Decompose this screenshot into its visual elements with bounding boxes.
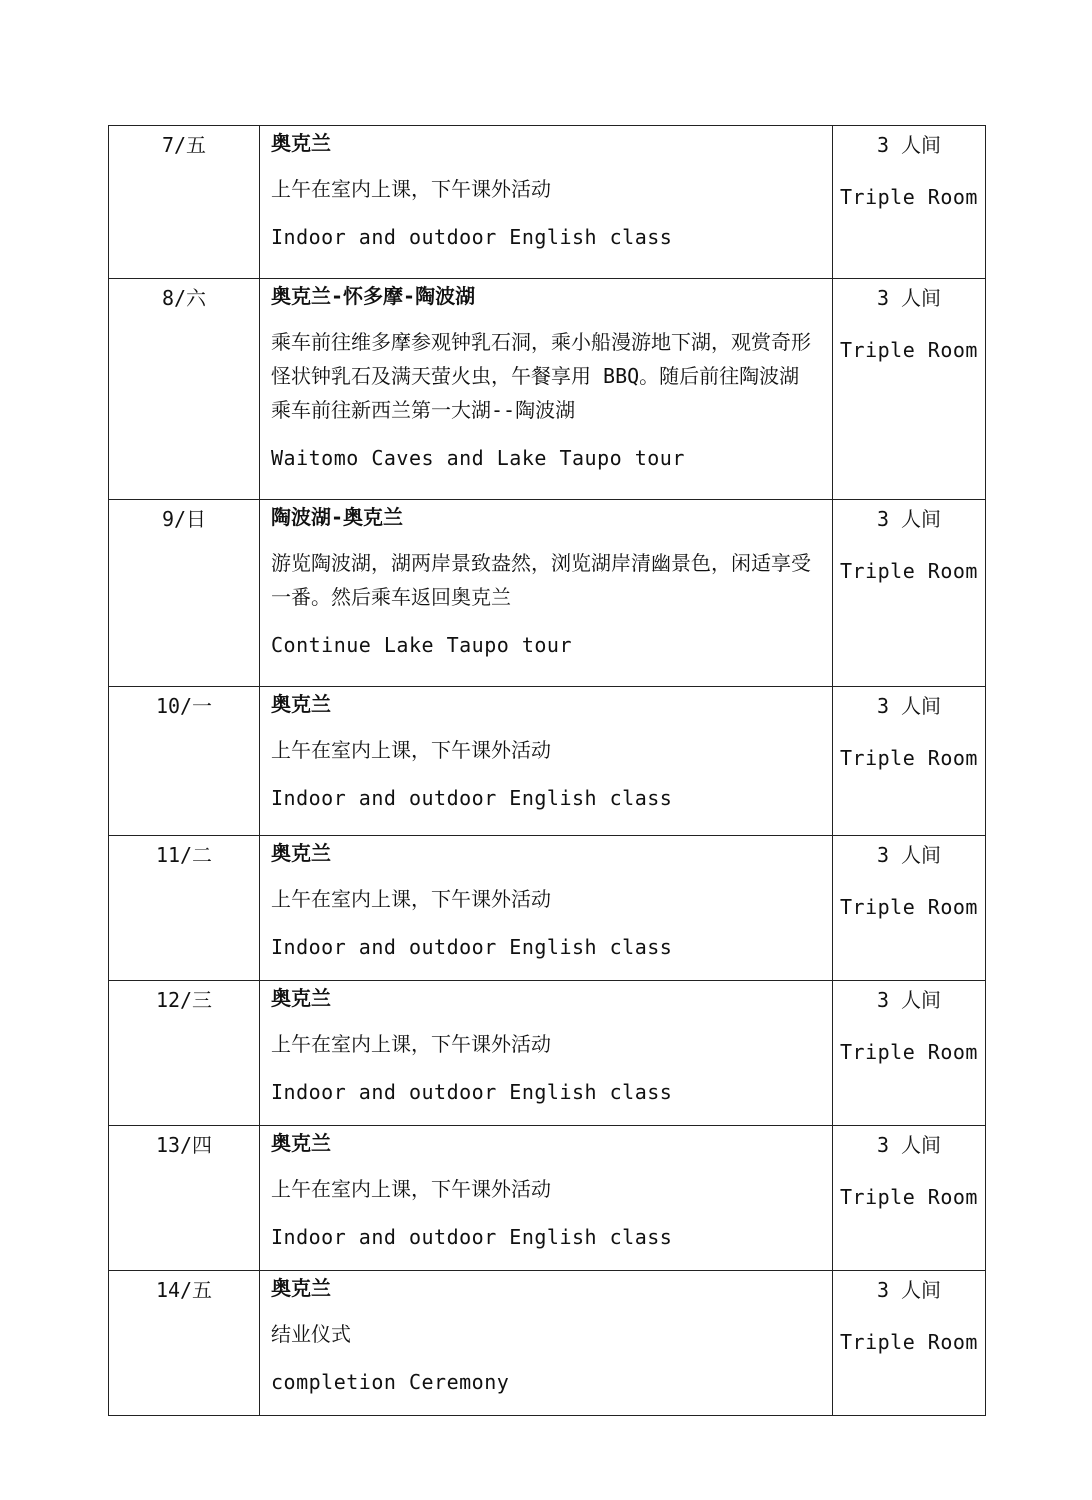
room-type-chinese: 3 人间 [876,286,942,310]
place-title: 奥克兰 [271,692,331,716]
description-chinese: 结业仪式 [271,1322,351,1346]
room-type-chinese: 3 人间 [876,843,942,867]
room-type-english: Triple Room [840,895,978,919]
place-title: 奥克兰 [271,1131,331,1155]
table-row [109,279,986,500]
description-cell [260,500,833,687]
description-chinese: 上午在室内上课，下午课外活动 [271,177,551,201]
room-type-english: Triple Room [840,746,978,770]
room-cell [833,687,986,836]
description-chinese: 游览陶波湖，湖两岸景致盎然，浏览湖岸清幽景色，闲适享受一番。然后乘车返回奥克兰 [271,551,811,609]
description-cell [260,279,833,500]
description-cell [260,126,833,279]
table-row [109,500,986,687]
description-chinese: 上午在室内上课，下午课外活动 [271,1032,551,1056]
table-row [109,687,986,836]
date-cell: 13/四 [109,1126,260,1271]
place-title: 陶波湖-奥克兰 [271,505,404,529]
table-row [109,981,986,1126]
description-chinese: 上午在室内上课，下午课外活动 [271,887,551,911]
description-chinese: 上午在室内上课，下午课外活动 [271,1177,551,1201]
date-cell: 8/六 [109,279,260,500]
room-type-english: Triple Room [840,1185,978,1209]
room-cell [833,836,986,981]
date-cell: 9/日 [109,500,260,687]
description-english: Indoor and outdoor English class [271,786,673,810]
room-type-english: Triple Room [840,338,978,362]
date-cell: 10/一 [109,687,260,836]
room-type-english: Triple Room [840,559,978,583]
description-english: Indoor and outdoor English class [271,1080,673,1104]
table-row [109,1271,986,1416]
room-cell [833,1271,986,1416]
room-type-english: Triple Room [840,185,978,209]
place-title: 奥克兰 [271,131,331,155]
room-cell [833,500,986,687]
itinerary-table [108,125,986,1416]
place-title: 奥克兰 [271,1276,331,1300]
place-title: 奥克兰 [271,841,331,865]
room-cell [833,126,986,279]
date-cell: 11/二 [109,836,260,981]
date-cell: 12/三 [109,981,260,1126]
room-type-chinese: 3 人间 [876,133,942,157]
description-cell [260,836,833,981]
place-title: 奥克兰-怀多摩-陶波湖 [271,284,476,308]
room-type-chinese: 3 人间 [876,507,942,531]
date-cell: 7/五 [109,126,260,279]
description-chinese: 乘车前往维多摩参观钟乳石洞，乘小船漫游地下湖，观赏奇形怪状钟乳石及满天萤火虫，午餐享用 BBQ。随后前往陶波湖乘车前往新西兰第一大湖--陶波湖 [271,330,811,422]
room-type-chinese: 3 人间 [876,1278,942,1302]
room-type-chinese: 3 人间 [876,988,942,1012]
description-cell [260,981,833,1126]
description-english: Indoor and outdoor English class [271,1225,673,1249]
description-english: Continue Lake Taupo tour [271,633,572,657]
room-cell [833,1126,986,1271]
date-cell: 14/五 [109,1271,260,1416]
room-cell [833,981,986,1126]
description-english: Indoor and outdoor English class [271,225,673,249]
room-type-english: Triple Room [840,1330,978,1354]
room-type-chinese: 3 人间 [876,1133,942,1157]
table-row [109,1126,986,1271]
table-row [109,836,986,981]
place-title: 奥克兰 [271,986,331,1010]
description-cell [260,1126,833,1271]
description-english: completion Ceremony [271,1370,510,1394]
room-cell [833,279,986,500]
description-english: Waitomo Caves and Lake Taupo tour [271,446,685,470]
table-row [109,126,986,279]
description-english: Indoor and outdoor English class [271,935,673,959]
description-cell [260,1271,833,1416]
room-type-chinese: 3 人间 [876,694,942,718]
description-chinese: 上午在室内上课，下午课外活动 [271,738,551,762]
description-cell [260,687,833,836]
room-type-english: Triple Room [840,1040,978,1064]
